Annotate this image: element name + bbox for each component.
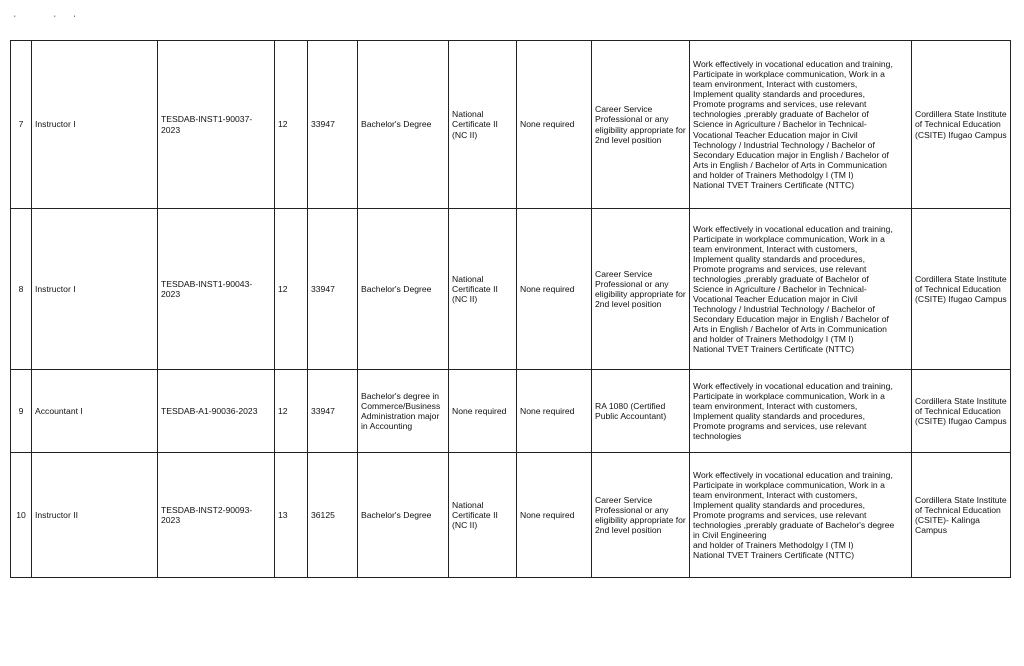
eligibility-cell: Career Service Professional or any eligibility appropriate for 2nd level position <box>592 453 690 578</box>
training-cell: National Certificate II (NC II) <box>449 453 517 578</box>
position-title-cell: Instructor I <box>32 41 158 209</box>
table-row <box>11 453 1011 578</box>
competency-cell: Work effectively in vocational education and training, Participate in workplace communication, Work in a team environment, Interact with customers, Implement quality standards and procedures, Promote programs and services, use relevant technologies ,prerably graduate of Bachelor of Science in Agriculture / Bachelor in Technical- Vocational Teacher Education major in Civil Technology / Industrial Technology / Bachelor of Secondary Education major in English / Bachelor of Arts in English / Bachelor of Arts in Communication and holder of Trainers Methodolgy I (TM I) National TVET Trainers Certificate (NTTC) <box>690 41 912 209</box>
monthly-salary-cell: 33947 <box>308 209 358 370</box>
competency-cell: Work effectively in vocational education and training, Participate in workplace communication, Work in a team environment, Interact with customers, Implement quality standards and procedures, Promote programs and services, use relevant technologies ,prerably graduate of Bachelor of Science in Agriculture / Bachelor in Technical- Vocational Teacher Education major in Civil Technology / Industrial Technology / Bachelor of Secondary Education major in English / Bachelor of Arts in English / Bachelor of Arts in Communication and holder of Trainers Methodolgy I (TM I) National TVET Trainers Certificate (NTTC) <box>690 209 912 370</box>
experience-cell: None required <box>517 209 592 370</box>
experience-cell: None required <box>517 370 592 453</box>
education-cell: Bachelor's degree in Commerce/Business Administration major in Accounting <box>358 370 449 453</box>
plantilla-item-cell: TESDAB-INST1-90043-2023 <box>158 209 275 370</box>
competency-cell: Work effectively in vocational education and training, Participate in workplace communication, Work in a team environment, Interact with customers, Implement quality standards and procedures, Promote programs and services, use relevant technologies <box>690 370 912 453</box>
plantilla-item-cell: TESDAB-A1-90036-2023 <box>158 370 275 453</box>
training-cell: National Certificate II (NC II) <box>449 41 517 209</box>
item-number-cell: 7 <box>11 41 32 209</box>
item-number-cell: 8 <box>11 209 32 370</box>
vacancy-table <box>10 40 1011 578</box>
education-cell: Bachelor's Degree <box>358 209 449 370</box>
position-title-cell: Accountant I <box>32 370 158 453</box>
eligibility-cell: Career Service Professional or any eligibility appropriate for 2nd level position <box>592 209 690 370</box>
salary-grade-cell: 12 <box>275 41 308 209</box>
salary-grade-cell: 13 <box>275 453 308 578</box>
competency-cell: Work effectively in vocational education and training, Participate in workplace communication, Work in a team environment, Interact with customers, Implement quality standards and procedures, Promote programs and services, use relevant technologies ,prerably graduate of Bachelor's degree in Civil Engineering and holder of Trainers Methodolgy I (TM I) National TVET Trainers Certificate (NTTC) <box>690 453 912 578</box>
place-of-assignment-cell: Cordillera State Institute of Technical Education (CSITE) Ifugao Campus <box>912 41 1011 209</box>
eligibility-cell: Career Service Professional or any eligibility appropriate for 2nd level position <box>592 41 690 209</box>
item-number-cell: 10 <box>11 453 32 578</box>
monthly-salary-cell: 33947 <box>308 41 358 209</box>
monthly-salary-cell: 36125 <box>308 453 358 578</box>
place-of-assignment-cell: Cordillera State Institute of Technical Education (CSITE) Ifugao Campus <box>912 370 1011 453</box>
education-cell: Bachelor's Degree <box>358 41 449 209</box>
eligibility-cell: RA 1080 (Certified Public Accountant) <box>592 370 690 453</box>
table-row <box>11 41 1011 209</box>
salary-grade-cell: 12 <box>275 370 308 453</box>
monthly-salary-cell: 33947 <box>308 370 358 453</box>
table-row <box>11 370 1011 453</box>
plantilla-item-cell: TESDAB-INST2-90093-2023 <box>158 453 275 578</box>
item-number-cell: 9 <box>11 370 32 453</box>
education-cell: Bachelor's Degree <box>358 453 449 578</box>
table-row <box>11 209 1011 370</box>
position-title-cell: Instructor II <box>32 453 158 578</box>
page-corner-marks: ʻ ʻʻ <box>14 14 94 23</box>
place-of-assignment-cell: Cordillera State Institute of Technical Education (CSITE) Ifugao Campus <box>912 209 1011 370</box>
training-cell: National Certificate II (NC II) <box>449 209 517 370</box>
training-cell: None required <box>449 370 517 453</box>
position-title-cell: Instructor I <box>32 209 158 370</box>
place-of-assignment-cell: Cordillera State Institute of Technical Education (CSITE)- Kalinga Campus <box>912 453 1011 578</box>
salary-grade-cell: 12 <box>275 209 308 370</box>
experience-cell: None required <box>517 41 592 209</box>
experience-cell: None required <box>517 453 592 578</box>
plantilla-item-cell: TESDAB-INST1-90037-2023 <box>158 41 275 209</box>
